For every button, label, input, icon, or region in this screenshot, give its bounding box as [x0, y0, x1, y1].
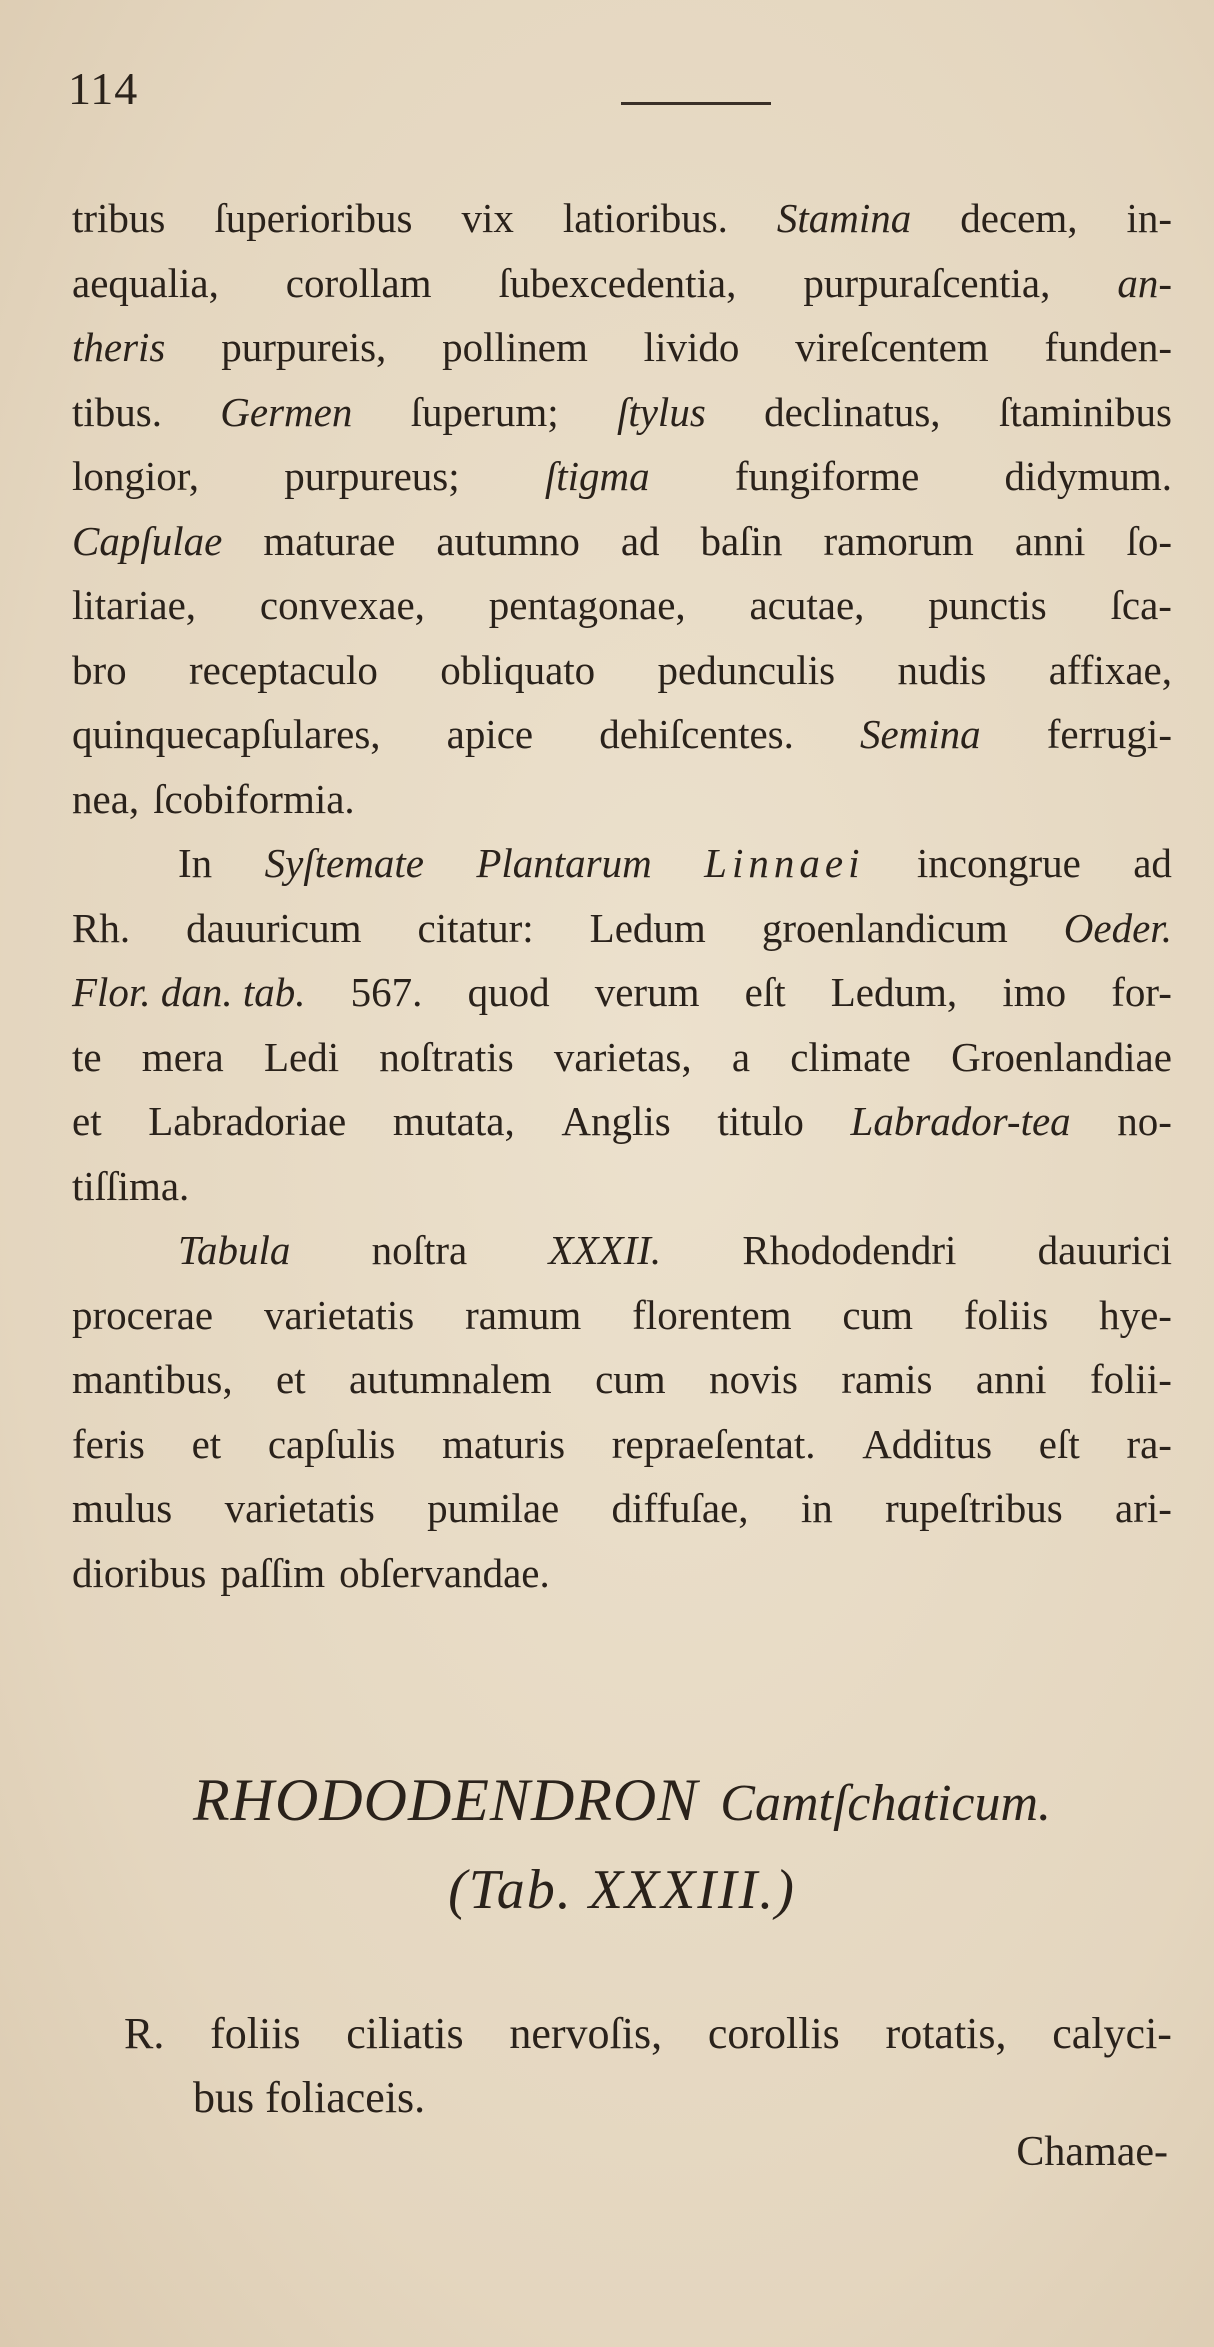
word: mutata, [392, 1098, 515, 1144]
word: ſca- [1110, 582, 1172, 628]
word: nervoſis, [509, 2009, 663, 2058]
word: ramorum [823, 517, 974, 564]
word: livido [643, 324, 740, 370]
word: verum [594, 969, 700, 1015]
word: bro [72, 646, 127, 693]
word: fungiforme [734, 453, 920, 499]
word: pentagonae, [488, 582, 686, 628]
word: ſtaminibus [998, 388, 1172, 435]
text-line [72, 831, 1172, 896]
word: eſt [1038, 1420, 1080, 1467]
word: novis [709, 1356, 798, 1402]
word: no- [1117, 1098, 1172, 1144]
text-line [72, 767, 1172, 832]
word: an- [1117, 259, 1172, 306]
diagnosis-line [124, 2002, 1172, 2066]
word: convexae, [259, 582, 425, 628]
word: a [731, 1033, 751, 1080]
word: mantibus, [72, 1356, 233, 1402]
word: Semina [859, 711, 981, 757]
word: pollinem [442, 324, 588, 370]
word: capſulis [267, 1420, 396, 1467]
word: tribus [72, 195, 166, 241]
word: Oeder. [1063, 904, 1172, 951]
word: 567. [350, 969, 423, 1015]
word: autumnalem [349, 1356, 552, 1402]
word: foliis [210, 2009, 301, 2058]
word: ſcobiformia. [153, 775, 355, 822]
word: Capſulae [72, 517, 223, 564]
text-line [72, 573, 1172, 638]
word: ad [1133, 840, 1172, 886]
word: acutae, [749, 582, 865, 628]
word: eſt [744, 969, 786, 1015]
word: rupeſtribus [885, 1485, 1063, 1531]
word: repraeſentat. [611, 1420, 816, 1467]
word: punctis [928, 582, 1047, 628]
word: florentem [632, 1291, 792, 1338]
plate-reference: (Tab. XXXIII.) [448, 1859, 796, 1921]
word: dehiſcentes. [599, 711, 794, 757]
word: XXXII. [548, 1227, 662, 1273]
word: diffuſae, [611, 1485, 749, 1531]
word: noſtra [371, 1227, 468, 1273]
word: cum [842, 1291, 914, 1338]
word: ad [620, 517, 660, 564]
word: Stamina [776, 195, 912, 241]
word: climate [790, 1033, 911, 1080]
word: mulus [72, 1485, 173, 1531]
word: Germen [220, 388, 353, 435]
word: Plantarum [476, 840, 652, 886]
word: in- [1126, 195, 1172, 241]
header-rule [621, 102, 771, 105]
word: anni [975, 1356, 1047, 1402]
diagnosis-line: bus foliaceis. [193, 2073, 426, 2122]
word: imo [1002, 969, 1067, 1015]
word: dauuricum [186, 904, 362, 951]
word: in [800, 1485, 833, 1531]
word: ramis [841, 1356, 933, 1402]
word: nudis [897, 646, 987, 693]
text-line [72, 1218, 1172, 1283]
word: In [178, 840, 213, 886]
word: Ledum, [830, 969, 958, 1015]
text-line [72, 251, 1172, 316]
word: varietas, [553, 1033, 692, 1080]
text-line [72, 896, 1172, 961]
word: tibus. [72, 388, 162, 435]
word: calyci- [1052, 2009, 1172, 2058]
text-line [72, 638, 1172, 703]
text-line [72, 1412, 1172, 1477]
word: ſtigma [544, 453, 650, 499]
word: nea, [72, 775, 140, 822]
word: ra- [1126, 1420, 1172, 1467]
word: Anglis [561, 1098, 671, 1144]
word: procerae [72, 1291, 214, 1338]
word: maturis [442, 1420, 566, 1467]
word: et [191, 1420, 222, 1467]
text-line [72, 509, 1172, 574]
text-line [72, 1025, 1172, 1090]
word: for- [1111, 969, 1172, 1015]
word: litariae, [72, 582, 197, 628]
text-line [72, 444, 1172, 509]
word: didymum. [1004, 453, 1172, 499]
word: ari- [1115, 1485, 1172, 1531]
word: quinquecapſulares, [72, 711, 381, 757]
word: maturae [263, 517, 396, 564]
word: ſuperioribus [214, 195, 413, 241]
word: funden- [1044, 324, 1172, 370]
word: declinatus, [764, 388, 941, 435]
word: obſervandae. [339, 1549, 550, 1596]
word: et [72, 1098, 102, 1144]
word: theris [72, 324, 166, 370]
word: varietatis [263, 1291, 415, 1338]
word: ſuperum; [410, 388, 559, 435]
word: anni [1014, 517, 1086, 564]
text-line [72, 1283, 1172, 1348]
word: te [72, 1033, 102, 1080]
word: Groenlandiae [951, 1033, 1172, 1080]
running-header [68, 62, 1168, 122]
word: latioribus. [562, 195, 728, 241]
word: purpuraſcentia, [803, 259, 1051, 306]
word: apice [446, 711, 534, 757]
word: purpureus; [284, 453, 460, 499]
word: foliis [963, 1291, 1049, 1338]
word: receptaculo [189, 646, 378, 693]
word: Rhododendri [742, 1227, 957, 1273]
page-number: 114 [68, 63, 139, 114]
word: varietatis [224, 1485, 375, 1531]
text-line [72, 1476, 1172, 1541]
word: R. [124, 2009, 165, 2058]
text-line [72, 1089, 1172, 1154]
word: quod [467, 969, 550, 1015]
text-line [72, 1154, 1172, 1219]
word: rotatis, [885, 2009, 1007, 2058]
word: dioribus [72, 1549, 207, 1596]
word: Tabula [178, 1227, 291, 1273]
word: purpureis, [221, 324, 387, 370]
body-text [72, 186, 1172, 1605]
text-line [72, 315, 1172, 380]
word: groenlandicum [761, 904, 1008, 951]
species-title [72, 1755, 1172, 1849]
word: pumilae [427, 1485, 560, 1531]
word: autumno [436, 517, 580, 564]
word: ſubexcedentia, [498, 259, 737, 306]
word: vix [461, 195, 514, 241]
word: longior, [72, 453, 200, 499]
word: noſtratis [379, 1033, 514, 1080]
word: Labrador-tea [850, 1098, 1071, 1144]
word: corollis [707, 2009, 840, 2058]
word: titulo [717, 1098, 804, 1144]
species-epithet: Camtſchaticum. [720, 1775, 1052, 1832]
word: obliquato [440, 646, 596, 693]
word: feris [72, 1420, 145, 1467]
text-line [72, 702, 1172, 767]
word: mera [141, 1033, 224, 1080]
word: vireſcentem [795, 324, 989, 370]
word: Linnaei [704, 840, 865, 886]
word: ſtylus [616, 388, 706, 435]
species-heading [72, 1755, 1172, 1931]
word: ſo- [1126, 517, 1172, 564]
word: Flor. dan. tab. [72, 969, 306, 1015]
word: ciliatis [346, 2009, 464, 2058]
word: et [276, 1356, 306, 1402]
word: baſin [700, 517, 783, 564]
word: ramum [465, 1291, 582, 1338]
word: Ledum [589, 904, 706, 951]
genus-name: RHODODENDRON [192, 1767, 699, 1833]
word: cum [595, 1356, 666, 1402]
word: Labradoriae [148, 1098, 347, 1144]
word: Syſtemate [264, 840, 424, 886]
word: Ledi [263, 1033, 340, 1080]
word: Rh. [72, 904, 131, 951]
word: aequalia, [72, 259, 219, 306]
text-line [72, 186, 1172, 251]
word: dauurici [1037, 1227, 1172, 1273]
word: incongrue [916, 840, 1081, 886]
word: hye- [1099, 1291, 1172, 1338]
word: Additus [862, 1420, 993, 1467]
word: tiſſima. [72, 1162, 190, 1209]
word: folii- [1089, 1356, 1172, 1402]
diagnosis [124, 2002, 1172, 2130]
text-line [72, 1541, 1172, 1606]
catchword: Chamae- [1016, 2129, 1168, 2175]
text-line [72, 960, 1172, 1025]
text-line [72, 380, 1172, 445]
word: corollam [285, 259, 432, 306]
word: ferrugi- [1046, 711, 1172, 757]
word: decem, [960, 195, 1078, 241]
word: pedunculis [657, 646, 836, 693]
text-line [72, 1347, 1172, 1412]
word: paſſim [220, 1549, 326, 1596]
word: citatur: [417, 904, 534, 951]
word: affixae, [1048, 646, 1172, 693]
